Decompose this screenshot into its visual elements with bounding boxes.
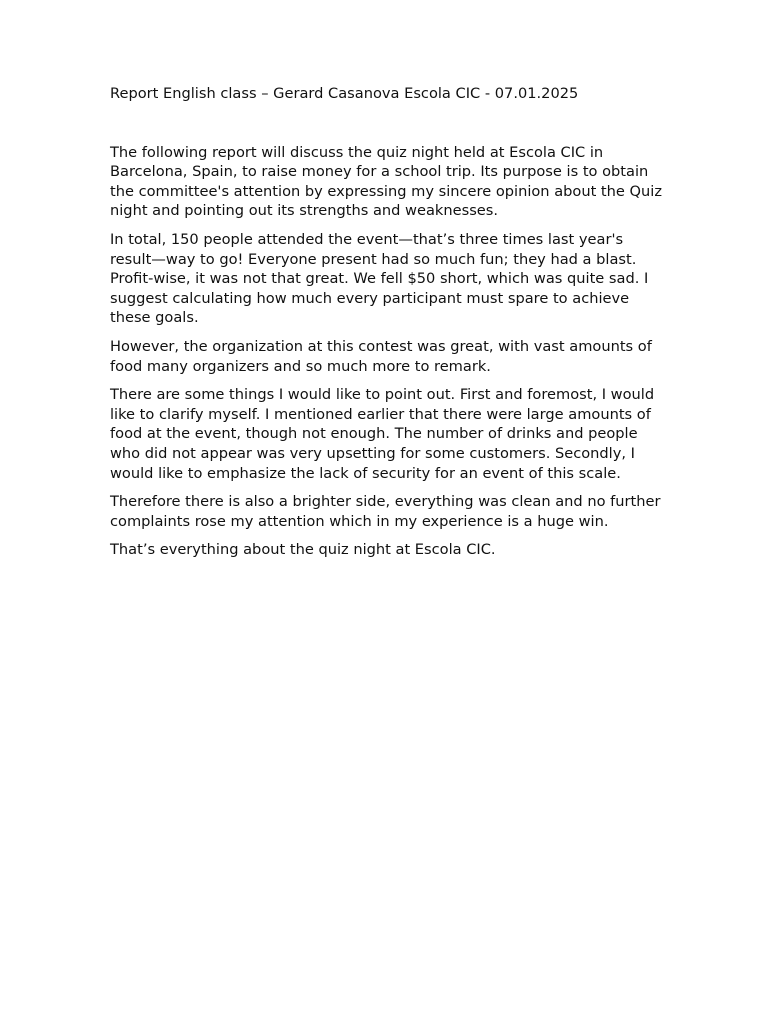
document-body [110,143,662,560]
paragraph-organization: However, the organization at this contest was great, with vast amounts of food many organizers and so much more to remark. [110,337,652,375]
document-title: Report English class – Gerard Casanova Escola CIC - 07.01.2025 [110,85,579,102]
document-content [110,84,662,569]
paragraph-issues: There are some things I would like to point out. First and foremost, I would like to clarify myself. I mentioned earlier that there were large amounts of food at the event, though not enough. The number of drinks and people who did not appear was very upsetting for some customers. Secondly, I would like to emphasize the lack of security for an event of this scale. [110,386,655,482]
paragraph-positives: Therefore there is also a brighter side, everything was clean and no further complaints rose my attention which in my experience is a huge win. [110,493,661,530]
paragraph-attendance: In total, 150 people attended the event—that’s three times last year's result—way to go! Everyone present had so much fun; they had a blast. Profit-wise, it was not that great. We fell $50 short, which was quite sad. I suggest calculating how much every participant must spare to achieve these goals. [110,230,649,327]
paragraph-intro: The following report will discuss the quiz night held at Escola CIC in Barcelona, Spain, to raise money for a school trip. Its purpose is to obtain the committee's attention by expressing my sincere opinion about the Quiz night and pointing out its strengths and weaknesses. [110,143,662,220]
paragraph-conclusion: That’s everything about the quiz night at Escola CIC. [110,541,496,559]
